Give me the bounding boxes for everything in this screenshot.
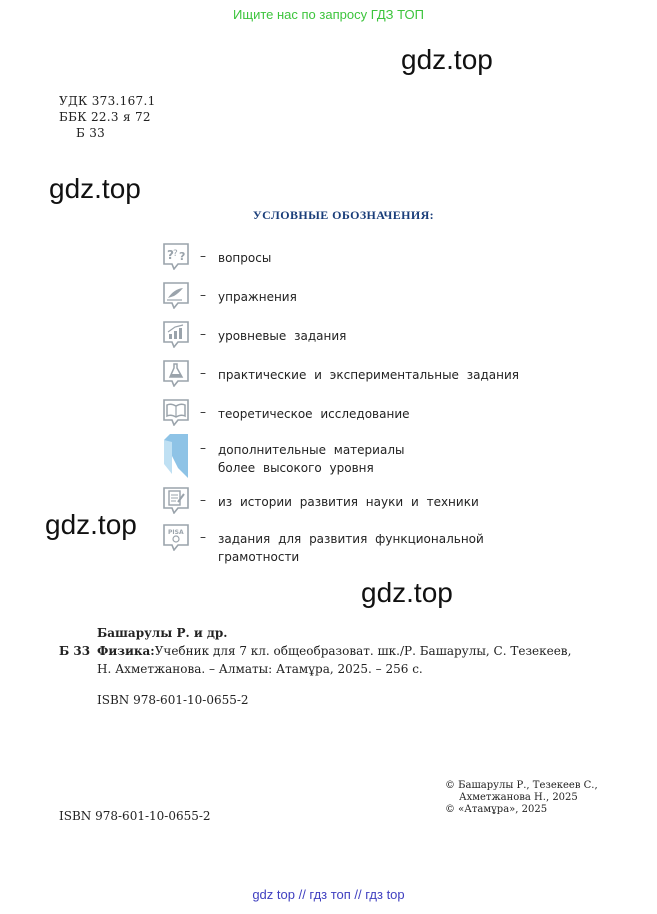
legend-dash: – (200, 249, 206, 263)
level-chart-icon (162, 320, 190, 348)
biblio-subject: Физика: (97, 644, 155, 658)
watermark: gdz.top (45, 509, 137, 540)
watermark: gdz.top (49, 173, 141, 204)
legend-dash: – (200, 530, 206, 544)
legend-dash: – (200, 405, 206, 419)
bbk-code: ББК 22.3 я 72 (59, 110, 151, 124)
legend-label: практические и экспериментальные задания (218, 368, 519, 382)
legend-label: вопросы (218, 251, 272, 265)
copyright-block (445, 780, 598, 816)
history-scroll-icon (162, 486, 190, 514)
author-mark: Б 33 (76, 126, 106, 140)
watermark: gdz.top (361, 577, 453, 608)
bookmark-icon (162, 434, 190, 478)
biblio-line-1 (97, 642, 571, 661)
question-icon (162, 242, 190, 270)
footer-links[interactable]: gdz top // гдз топ // гдз top (252, 887, 405, 902)
copyright-line: Ахметжанова Н., 2025 (459, 792, 578, 803)
udk-code: УДК 373.167.1 (59, 94, 156, 108)
copyright-line: © Башарулы Р., Тезекеев С., (445, 780, 598, 791)
legend-label-line: более высокого уровня (218, 461, 374, 475)
top-banner: Ищите нас по запросу ГДЗ ТОП (233, 7, 424, 22)
svg-text:PISA: PISA (168, 529, 184, 536)
legend-label: теоретическое исследование (218, 407, 410, 421)
biblio-description: Учебник для 7 кл. общеобразоват. шк./Р. Башарулы, С. Тезекеев, (154, 644, 572, 658)
svg-text:?: ? (173, 249, 178, 259)
copyright-line: © «Атамұра», 2025 (445, 804, 548, 815)
pen-exercise-icon (162, 281, 190, 309)
legend-label-line: грамотности (218, 550, 300, 564)
biblio-line-2: Н. Ахметжанова. – Алматы: Атамұра, 2025. – 256 с. (97, 662, 423, 676)
svg-text:?: ? (167, 248, 174, 262)
legend-dash: – (200, 288, 206, 302)
watermark: gdz.top (401, 44, 493, 75)
legend-dash: – (200, 441, 206, 455)
legend-dash: – (200, 493, 206, 507)
legend-label: из истории развития науки и техники (218, 495, 479, 509)
legend-dash: – (200, 327, 206, 341)
legend-dash: – (200, 366, 206, 380)
legend-label-line: дополнительные материалы (218, 443, 405, 457)
biblio-isbn: ISBN 978-601-10-0655-2 (97, 693, 249, 707)
legend-label: упражнения (218, 290, 297, 304)
legend-label (218, 530, 484, 566)
svg-text:?: ? (179, 250, 186, 263)
legend-label (218, 441, 404, 477)
pisa-icon (162, 523, 190, 551)
legend-label: уровневые задания (218, 329, 347, 343)
microscope-icon (162, 359, 190, 387)
isbn-bottom: ISBN 978-601-10-0655-2 (59, 809, 211, 823)
legend-title: УСЛОВНЫЕ ОБОЗНАЧЕНИЯ: (252, 208, 435, 222)
biblio-code: Б 33 (59, 644, 91, 658)
book-icon (162, 398, 190, 426)
legend-label-line: задания для развития функциональной (218, 532, 484, 546)
biblio-authors: Башарулы Р. и др. (97, 626, 228, 640)
